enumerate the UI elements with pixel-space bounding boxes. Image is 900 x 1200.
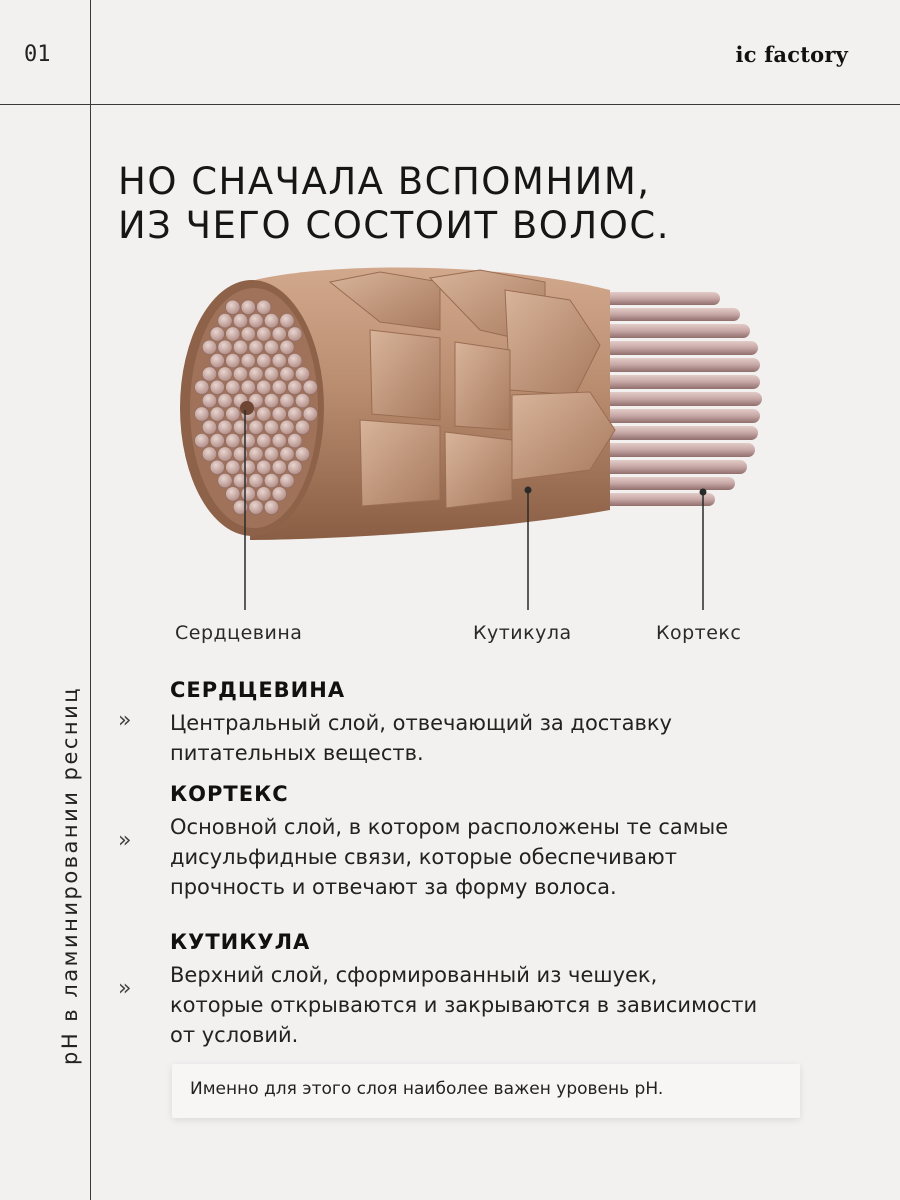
fiber-dot bbox=[288, 327, 302, 341]
desc-line: Верхний слой, сформированный из чешуек, bbox=[170, 963, 658, 987]
desc-line: прочность и отвечают за форму волоса. bbox=[170, 875, 617, 899]
desc-line: дисульфидные связи, которые обеспечивают bbox=[170, 845, 677, 869]
fiber-dot bbox=[264, 340, 278, 354]
fiber-dot bbox=[195, 433, 209, 447]
fiber-dot bbox=[257, 460, 271, 474]
fiber-dot bbox=[241, 487, 255, 501]
fiber-dot bbox=[272, 433, 286, 447]
fiber-dot bbox=[272, 460, 286, 474]
fiber-dot bbox=[226, 327, 240, 341]
fiber-dot bbox=[257, 487, 271, 501]
fiber-dot bbox=[210, 460, 224, 474]
fiber-dot bbox=[280, 393, 294, 407]
double-chevron-right-icon: » bbox=[118, 828, 132, 853]
brand-logo: ic factory bbox=[735, 42, 848, 67]
title-line-1: НО СНАЧАЛА ВСПОМНИМ, bbox=[118, 160, 651, 203]
fiber-dot bbox=[257, 327, 271, 341]
fiber-dot bbox=[257, 300, 271, 314]
fiber-dot bbox=[218, 367, 232, 381]
fiber-dot bbox=[272, 327, 286, 341]
fiber-dot bbox=[202, 393, 216, 407]
fiber-dot bbox=[280, 473, 294, 487]
fiber-dot bbox=[288, 380, 302, 394]
fiber-dot bbox=[218, 340, 232, 354]
fiber-dot bbox=[249, 367, 263, 381]
fiber-dot bbox=[210, 380, 224, 394]
fiber-dot bbox=[241, 433, 255, 447]
fiber-dot bbox=[288, 460, 302, 474]
fiber-dot bbox=[210, 353, 224, 367]
fiber-dot bbox=[264, 420, 278, 434]
fiber-dot bbox=[218, 420, 232, 434]
fiber-dot bbox=[202, 420, 216, 434]
label-cortex: Кортекс bbox=[656, 622, 742, 644]
layer-heading: КУТИКУЛА bbox=[170, 930, 311, 954]
fiber-dot bbox=[249, 473, 263, 487]
fiber-dot bbox=[226, 380, 240, 394]
fiber-dot bbox=[195, 407, 209, 421]
fiber-dot bbox=[280, 420, 294, 434]
fiber-dot bbox=[280, 447, 294, 461]
fiber-dot bbox=[288, 353, 302, 367]
fiber-dot bbox=[210, 407, 224, 421]
fiber-dot bbox=[295, 393, 309, 407]
fiber-dot bbox=[288, 433, 302, 447]
fiber-dot bbox=[233, 314, 247, 328]
layer-heading: СЕРДЦЕВИНА bbox=[170, 678, 346, 702]
fiber-dot bbox=[226, 353, 240, 367]
fiber-dot bbox=[295, 420, 309, 434]
fiber-dot bbox=[210, 433, 224, 447]
fiber-dot bbox=[226, 433, 240, 447]
fiber-dot bbox=[218, 473, 232, 487]
fiber-dot bbox=[257, 380, 271, 394]
layer-description bbox=[170, 960, 850, 1050]
fiber-dot bbox=[280, 340, 294, 354]
fiber-dot bbox=[233, 367, 247, 381]
fiber-dot bbox=[264, 314, 278, 328]
label-cuticle: Кутикула bbox=[473, 622, 572, 644]
fiber-dot bbox=[249, 500, 263, 514]
fiber-dot bbox=[280, 314, 294, 328]
sidebar-vertical-title: pH в ламинировании ресниц bbox=[58, 685, 82, 1065]
fiber-dot bbox=[241, 300, 255, 314]
fiber-dot bbox=[202, 340, 216, 354]
layer-heading: КОРТЕКС bbox=[170, 782, 289, 806]
fiber-dot bbox=[210, 327, 224, 341]
fiber-dot bbox=[218, 393, 232, 407]
fiber-dot bbox=[295, 367, 309, 381]
fiber-dot bbox=[303, 407, 317, 421]
fiber-dot bbox=[226, 300, 240, 314]
fiber-dot bbox=[264, 473, 278, 487]
fiber-dot bbox=[272, 353, 286, 367]
fiber-dot bbox=[272, 407, 286, 421]
fiber-dot bbox=[249, 340, 263, 354]
fiber-dot bbox=[288, 407, 302, 421]
fiber-dot bbox=[218, 314, 232, 328]
fiber-dot bbox=[249, 420, 263, 434]
fiber-dot bbox=[257, 407, 271, 421]
layer-description bbox=[170, 812, 850, 902]
ph-note-text: Именно для этого слоя наиболее важен уровень pH. bbox=[190, 1079, 664, 1099]
fiber-dot bbox=[264, 447, 278, 461]
desc-line: Центральный слой, отвечающий за доставку bbox=[170, 711, 672, 735]
fiber-dot bbox=[233, 340, 247, 354]
desc-line: Основной слой, в котором расположены те самые bbox=[170, 815, 729, 839]
fiber-dot bbox=[241, 460, 255, 474]
ph-note-box bbox=[172, 1064, 800, 1118]
fiber-dot bbox=[264, 500, 278, 514]
label-core: Сердцевина bbox=[175, 622, 303, 644]
fiber-dot bbox=[257, 433, 271, 447]
fiber-dot bbox=[226, 460, 240, 474]
page-number: 01 bbox=[24, 42, 51, 67]
fiber-dot bbox=[218, 447, 232, 461]
desc-line: которые открываются и закрываются в зависимости bbox=[170, 993, 758, 1017]
fiber-dot bbox=[195, 380, 209, 394]
double-chevron-right-icon: » bbox=[118, 976, 132, 1001]
desc-line: от условий. bbox=[170, 1023, 299, 1047]
fiber-dot bbox=[272, 380, 286, 394]
medulla-core bbox=[240, 401, 254, 415]
fiber-dot bbox=[280, 367, 294, 381]
fiber-dot bbox=[257, 353, 271, 367]
fiber-dot bbox=[202, 447, 216, 461]
fiber-dot bbox=[241, 327, 255, 341]
fiber-dot bbox=[295, 447, 309, 461]
fiber-dot bbox=[241, 380, 255, 394]
desc-line: питательных веществ. bbox=[170, 741, 424, 765]
fiber-dot bbox=[249, 314, 263, 328]
title-line-2: ИЗ ЧЕГО СОСТОИТ ВОЛОС. bbox=[118, 204, 670, 247]
double-chevron-right-icon: » bbox=[118, 708, 132, 733]
fiber-dot bbox=[264, 393, 278, 407]
fiber-dot bbox=[264, 367, 278, 381]
fiber-dot bbox=[226, 407, 240, 421]
layer-description bbox=[170, 708, 850, 768]
fiber-dot bbox=[226, 487, 240, 501]
fiber-dot bbox=[303, 380, 317, 394]
fiber-dot bbox=[241, 353, 255, 367]
fiber-dot bbox=[272, 487, 286, 501]
fiber-dot bbox=[249, 447, 263, 461]
fiber-dot bbox=[202, 367, 216, 381]
